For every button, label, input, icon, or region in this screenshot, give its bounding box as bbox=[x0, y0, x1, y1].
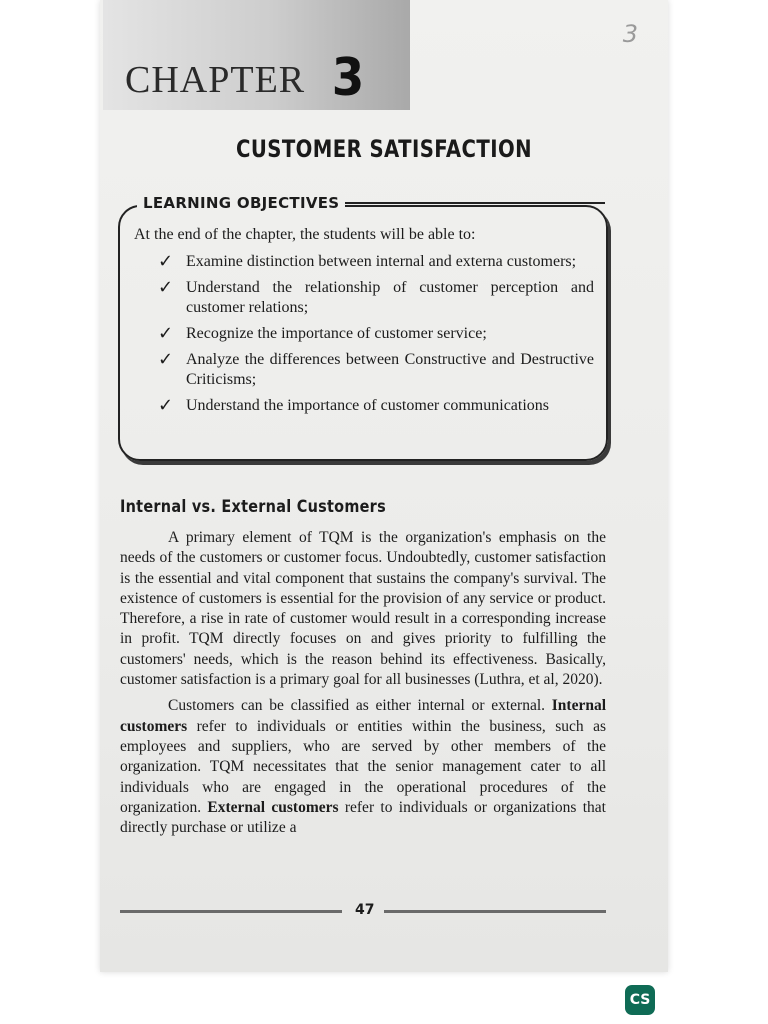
section-title: Internal vs. External Customers bbox=[120, 497, 386, 517]
text-run: Customers can be classified as either internal or external. bbox=[168, 697, 552, 715]
body-text bbox=[120, 528, 606, 844]
page-number: 47 bbox=[355, 902, 375, 918]
objective-item bbox=[158, 324, 594, 344]
checkmark-icon: ✓ bbox=[158, 323, 174, 344]
chapter-word: CHAPTER bbox=[125, 59, 306, 101]
chapter-number: 3 bbox=[331, 48, 365, 108]
chapter-header-block bbox=[103, 0, 410, 110]
objective-item bbox=[158, 278, 594, 318]
checkmark-icon: ✓ bbox=[158, 251, 174, 272]
objective-item bbox=[158, 350, 594, 390]
body-paragraph bbox=[120, 528, 606, 690]
objective-item bbox=[158, 396, 594, 416]
book-page bbox=[100, 0, 668, 972]
objective-text: Understand the importance of customer communications bbox=[186, 397, 550, 414]
bold-term: External customers bbox=[207, 798, 339, 816]
objective-text: Examine distinction between internal and externa customers; bbox=[186, 253, 577, 270]
objective-text: Recognize the importance of customer service; bbox=[186, 325, 487, 342]
text-run: refer to individuals or entities within the business, such as employees and suppliers, who are served by other members of the organization. TQM necessitates that the senior management cater to all individuals who are engaged in the operational procedures of the organization. bbox=[120, 717, 606, 816]
handwritten-page-mark: 3 bbox=[622, 20, 638, 48]
page-footer bbox=[120, 902, 606, 922]
checkmark-icon: ✓ bbox=[158, 395, 174, 416]
learning-objectives-heading: LEARNING OBJECTIVES bbox=[137, 194, 345, 212]
camscanner-logo: CS bbox=[625, 985, 655, 1015]
objective-text: Analyze the differences between Constructive and Destructive Criticisms; bbox=[186, 351, 594, 388]
learning-objectives-list bbox=[158, 252, 594, 422]
body-paragraph bbox=[120, 696, 606, 838]
footer-rule-left bbox=[120, 910, 342, 913]
objective-item bbox=[158, 252, 594, 272]
objective-text: Understand the relationship of customer perception and customer relations; bbox=[186, 279, 594, 316]
learning-objectives-intro: At the end of the chapter, the students will be able to: bbox=[134, 226, 476, 243]
bold-term: Internal customers bbox=[120, 697, 606, 735]
learning-objectives-rule bbox=[343, 202, 605, 204]
checkmark-icon: ✓ bbox=[158, 277, 174, 298]
text-run: refer to individuals or organizations that directly purchase or utilize a bbox=[120, 798, 606, 837]
footer-rule-right bbox=[384, 910, 606, 913]
chapter-title: CUSTOMER SATISFACTION bbox=[235, 135, 532, 163]
checkmark-icon: ✓ bbox=[158, 349, 174, 370]
text-run: A primary element of TQM is the organization's emphasis on the needs of the customers or customer focus. Undoubtedly, customer satisfaction is the essential and vital component that sustains the company's survival. The existence of customers is essential for the provision of any service or product. Therefore, a rise in rate of customer would result in a corresponding increase in profit. TQM directly focuses on and gives priority to fulfilling the customers' needs, which is the reason behind its effectiveness. Basically, customer satisfaction is a primary goal for all businesses (Luthra, et al, 2020). bbox=[120, 529, 606, 689]
